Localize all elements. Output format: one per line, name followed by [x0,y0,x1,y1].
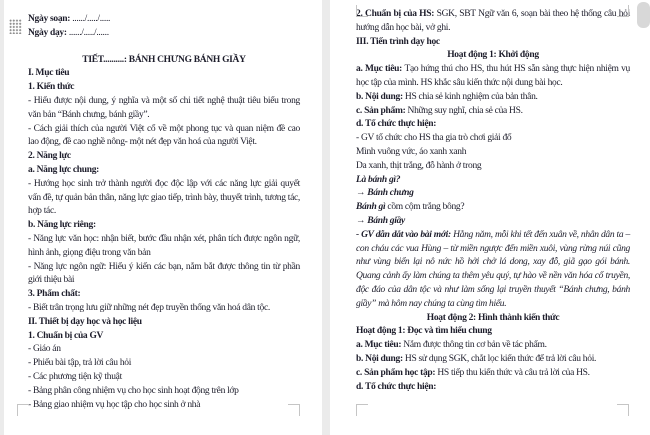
text-run: TIẾT..........: BÁNH CHƯNG BÁNH GIẦY [82,54,246,65]
text-run: - GV tổ chức cho HS tha gia trò chơi giải đố [356,133,512,144]
doc-paragraph[interactable] [28,150,300,164]
doc-paragraph[interactable] [28,371,300,385]
text-run: - Các phương tiện kỹ thuật [28,371,122,382]
doc-paragraph[interactable] [28,13,300,27]
doc-paragraph[interactable] [28,330,300,344]
doc-paragraph[interactable] [356,146,630,160]
text-run: Ngày dạy: [28,27,69,38]
text-run: - Năng lực văn học: nhận biết, bước đầu nhận xét, phân tích được ngôn ngữ, hình ảnh, giọng điệu trong văn bản [28,233,300,258]
doc-paragraph[interactable] [28,233,300,261]
text-run: Hằng năm, mỗi khi tết đến xuân về, nhân dân ta – con cháu các vua Hùng – từ miền ngược đến miền xuôi, vùng rừng núi cũng như vùng biển lại nô nức hồ hởi chở lá dong, xay đỗ, giã gạo gói bánh. Quang cảnh ấy làm chúng ta thêm yêu quý, tự hào về nền văn hóa cổ truyền, độc đáo của dân tộc và như làm sống lại truyền thuyết “Bánh chưng, bánh giầy” mà hôm nay chúng ta cùng tìm hiểu. [356,229,630,309]
doc-paragraph[interactable] [28,357,300,371]
doc-paragraph[interactable] [356,381,630,395]
text-run: Hoạt động 2: Hình thành kiến thức [426,312,560,323]
doc-paragraph[interactable] [28,178,300,219]
text-run: - Phiếu bài tập, trả lời câu hỏi [28,358,132,369]
text-run: HS tiếp thu kiến thức và câu trả lời của HS. [437,367,590,378]
text-run: III. Tiến trình dạy học [356,36,440,47]
text-run: c. Sản phẩm học tập: [356,367,438,378]
doc-paragraph[interactable] [356,91,630,105]
doc-paragraph[interactable] [28,81,300,95]
doc-paragraph[interactable] [356,174,630,188]
text-run: - Giáo án [28,344,61,355]
text-boundary-mark-bottom-left [17,404,29,416]
doc-paragraph[interactable] [28,123,300,151]
doc-paragraph[interactable] [28,343,300,357]
text-boundary-mark-top-right [617,5,629,17]
text-run: - Biết trân trọng lưu giữ những nét đẹp truyền thống văn hoá dân tộc. [28,302,270,313]
text-run: 2. Chuẩn bị của HS: [356,9,437,19]
text-run: ....../...../..... [72,14,111,24]
vertical-scrollbar-thumb[interactable] [637,2,650,28]
text-run: b. Nội dung: [356,91,405,102]
doc-paragraph[interactable] [356,132,630,146]
doc-paragraph[interactable] [356,215,630,229]
doc-paragraph[interactable] [356,8,630,36]
document-page-right[interactable] [330,0,650,435]
doc-paragraph[interactable] [28,67,300,81]
lesson-title[interactable] [28,54,300,68]
text-boundary-mark-top-left [356,5,368,17]
text-run: a. Năng lực chung: [28,164,100,175]
text-run: Hoạt động 1: Khởi động [447,50,539,61]
text-run: d. Tổ chức thực hiện: [356,119,437,130]
text-run: Những suy nghĩ, chia sẻ của HS. [407,105,523,116]
text-run: → Bánh chưng [356,188,414,199]
doc-paragraph[interactable] [356,63,630,91]
text-boundary-mark-bottom-left [356,404,368,416]
doc-paragraph[interactable] [28,219,300,233]
text-run: Tạo hứng thú cho HS, thu hút HS sẵn sàng thực hiện nhiệm vụ học tập của mình. HS khắc sâu kiến thức nội dung bài học. [356,64,630,88]
text-run: a. Mục tiêu: [356,340,404,351]
text-run: Hoạt động 1: Đọc và tìm hiểu chung [356,326,492,337]
text-run: - Bảng phân công nhiệm vụ cho học sinh hoạt động trên lớp [28,385,239,396]
text-run: b. Nội dung: [356,353,405,364]
text-run: → Bánh giầy [356,215,405,226]
doc-paragraph[interactable] [28,399,300,413]
doc-paragraph[interactable] [28,316,300,330]
left-page-text-area[interactable] [28,13,300,412]
doc-paragraph[interactable] [28,261,300,289]
document-page-left[interactable] [4,0,322,435]
text-run: Bánh gì [356,202,388,213]
text-run: HS chia sẻ kinh nghiệm của bản thân. [404,91,538,102]
doc-paragraph[interactable] [356,49,630,63]
doc-paragraph[interactable] [28,302,300,316]
text-run: Mình vuông vức, áo xanh xanh [356,146,467,157]
doc-paragraph[interactable] [356,118,630,132]
doc-paragraph[interactable] [28,95,300,123]
paragraph-drag-handle-icon[interactable] [9,19,22,34]
text-run: SGK, SBT Ngữ văn 6, soạn bài theo hệ thống câu hỏi hướng dẫn học bài, vở ghi. [356,9,630,33]
text-run: - Bảng giao nhiệm vụ học tập cho học sinh ở nhà [28,399,201,410]
doc-paragraph[interactable] [356,160,630,174]
text-run: 2. Năng lực [28,151,71,162]
right-page-text-area[interactable] [356,8,630,394]
text-run: HS sử dụng SGK, chắt lọc kiến thức để trả lời câu hỏi. [404,353,597,364]
doc-paragraph[interactable] [356,105,630,119]
text-run: 1. Kiến thức [28,82,75,93]
text-run: d. Tổ chức thực hiện: [356,381,437,392]
text-run: - GV dẫn dắt vào bài mới: [356,229,454,240]
text-run: Là bánh gì? [356,174,401,185]
text-run: cồm cộm trắng bông? [387,202,465,213]
text-run: Da xanh, thịt trắng, đỗ hành ở trong [356,160,482,171]
doc-paragraph[interactable] [356,353,630,367]
doc-paragraph[interactable] [356,339,630,353]
doc-paragraph[interactable] [28,385,300,399]
doc-paragraph[interactable] [356,36,630,50]
text-run: ....../...../...... [68,27,109,38]
doc-paragraph[interactable] [356,325,630,339]
doc-paragraph[interactable] [356,312,630,326]
doc-paragraph[interactable] [356,201,630,215]
text-run: - Năng lực ngôn ngữ: Hiểu ý kiến các bạn, nắm bắt được thông tin từ phần giới thiệu bài [28,261,300,286]
text-run: - Hiểu được nội dung, ý nghĩa và một số chi tiết nghệ thuật tiêu biểu trong văn bản “Bánh chưng, bánh giầy”. [28,95,300,120]
doc-paragraph[interactable] [28,27,300,41]
text-run: a. Mục tiêu: [356,64,405,75]
text-run: I. Mục tiêu [28,68,70,79]
text-run: c. Sản phẩm: [356,105,408,116]
text-boundary-mark-bottom-right [288,404,300,416]
text-run: - Cách giải thích của người Việt cổ về một phong tục và quan niệm đề cao lao động, đề cao nghề nông- một nét đẹp văn hoá của người Việt. [28,123,300,148]
doc-paragraph[interactable] [356,367,630,381]
doc-paragraph[interactable] [356,187,630,201]
doc-paragraph[interactable] [356,229,630,312]
doc-paragraph[interactable] [28,164,300,178]
text-boundary-mark-bottom-right [617,404,629,416]
text-run: Ngày soạn: [28,14,73,24]
text-run: Nắm được thông tin cơ bản về tác phẩm. [403,340,547,351]
text-run: 1. Chuẩn bị của GV [28,330,104,341]
text-run: II. Thiết bị dạy học và học liệu [28,316,142,327]
text-run: b. Năng lực riêng: [28,220,96,231]
doc-paragraph[interactable] [28,288,300,302]
text-run: - Hướng học sinh trở thành người đọc độc lập với các năng lực giải quyết vấn đề, tự quản bản thân, năng lực giao tiếp, trình bày, thuyết trình, tương tác, hợp tác. [28,178,300,217]
text-run: 3. Phẩm chất: [28,289,81,300]
